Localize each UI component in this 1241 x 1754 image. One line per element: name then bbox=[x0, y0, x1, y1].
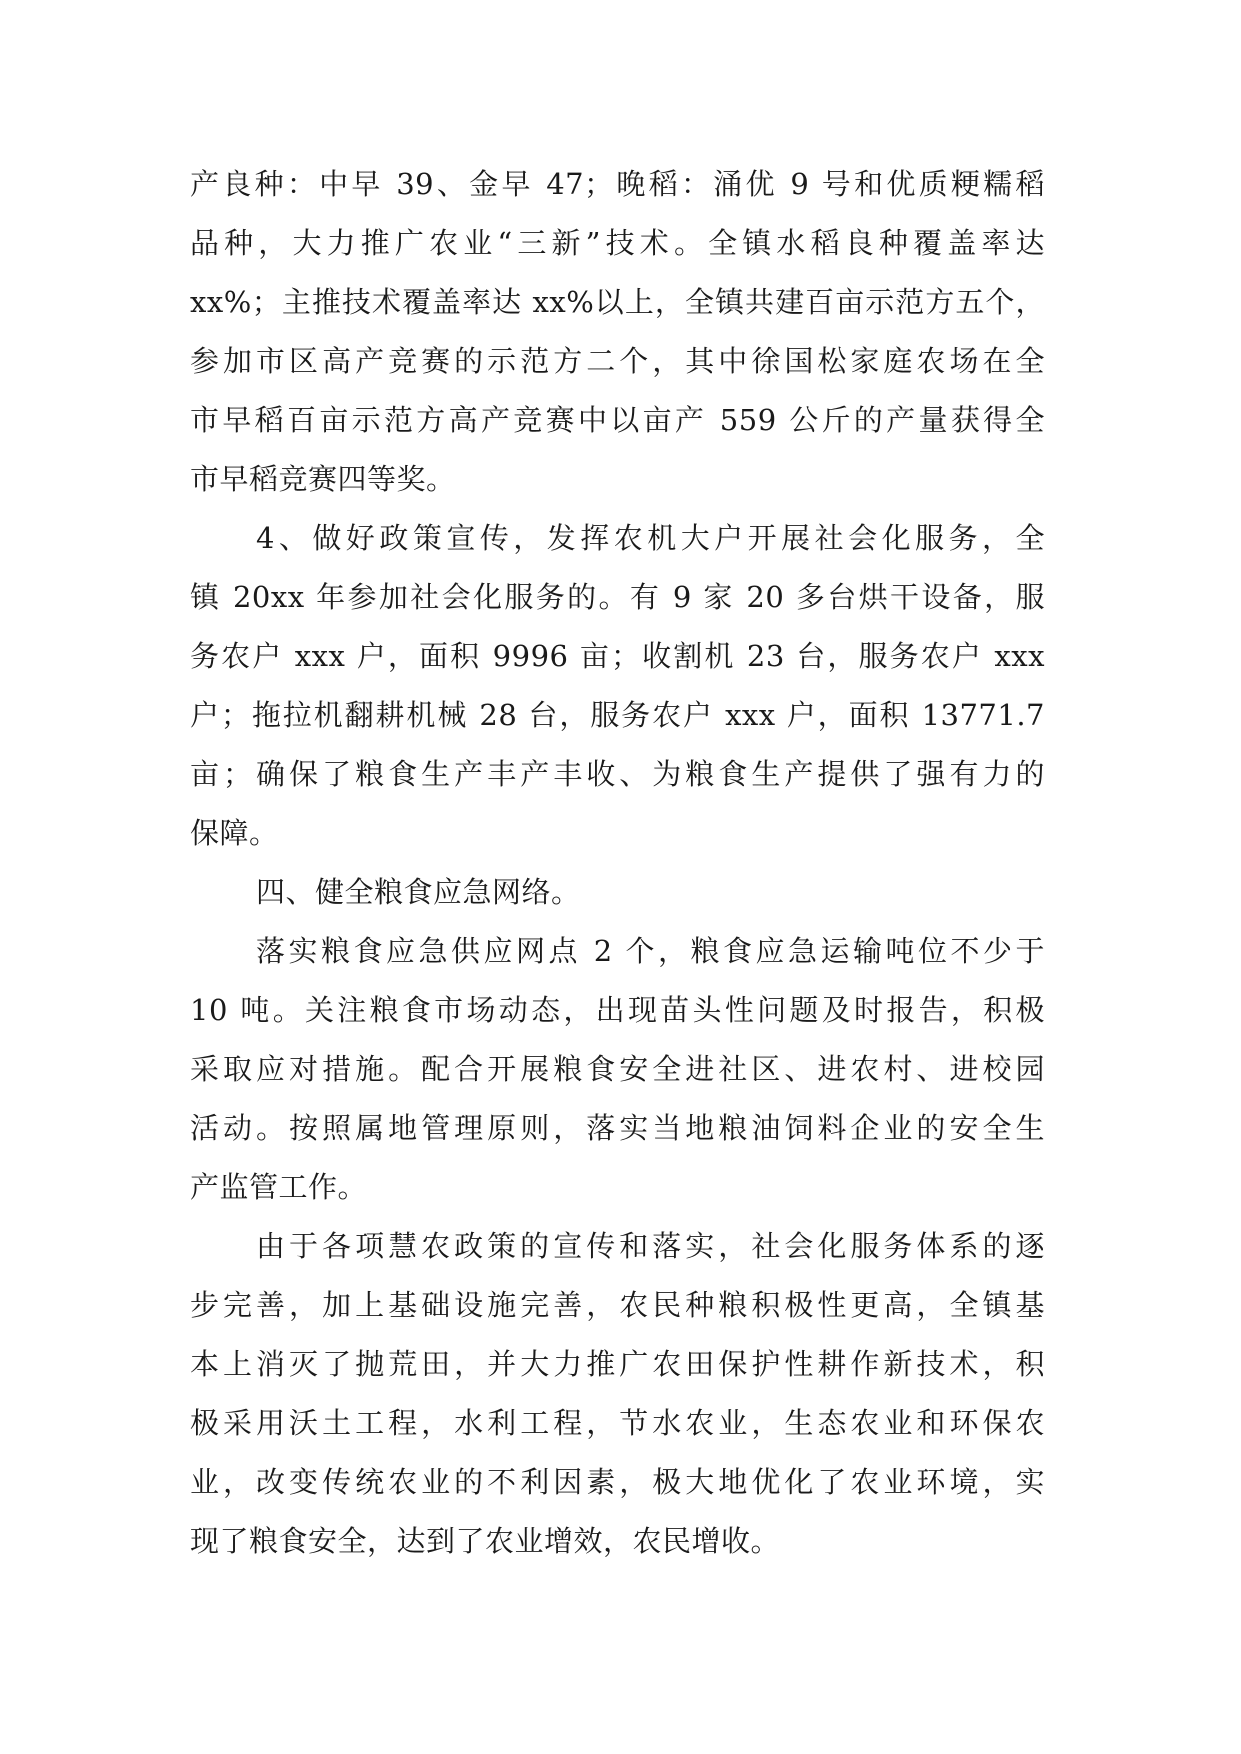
text-line: 活动。按照属地管理原则，落实当地粮油饲料企业的安全生 bbox=[190, 1111, 1045, 1145]
text-line: 市早稻百亩示范方高产竞赛中以亩产 559 公斤的产量获得全 bbox=[190, 403, 1045, 437]
text-line: 由于各项慧农政策的宣传和落实，社会化服务体系的逐 bbox=[256, 1229, 1045, 1263]
text-line: 市早稻竞赛四等奖。 bbox=[190, 462, 456, 496]
text-line: 品种，大力推广农业“三新”技术。全镇水稻良种覆盖率达 bbox=[190, 226, 1045, 260]
text-line: 亩；确保了粮食生产丰产丰收、为粮食生产提供了强有力的 bbox=[190, 757, 1045, 791]
text-line: 务农户 xxx 户，面积 9996 亩；收割机 23 台，服务农户 xxx bbox=[190, 639, 1045, 673]
paragraph-continuation bbox=[190, 155, 1045, 509]
text-line: 保障。 bbox=[190, 816, 279, 850]
text-line: xx%；主推技术覆盖率达 xx%以上，全镇共建百亩示范方五个， bbox=[190, 285, 1045, 319]
text-line: 采取应对措施。配合开展粮食安全进社区、进农村、进校园 bbox=[190, 1052, 1045, 1086]
section-heading bbox=[190, 863, 1045, 922]
text-line: 落实粮食应急供应网点 2 个，粮食应急运输吨位不少于 bbox=[256, 934, 1045, 968]
paragraph-item-4 bbox=[190, 509, 1045, 863]
text-line: 户；拖拉机翻耕机械 28 台，服务农户 xxx 户，面积 13771.7 bbox=[190, 698, 1045, 732]
text-line: 产良种：中早 39、金早 47；晚稻：涌优 9 号和优质粳糯稻 bbox=[190, 167, 1045, 201]
text-line: 本上消灭了抛荒田，并大力推广农田保护性耕作新技术，积 bbox=[190, 1347, 1045, 1381]
text-line: 4、做好政策宣传，发挥农机大户开展社会化服务，全 bbox=[256, 521, 1045, 555]
document-page bbox=[190, 155, 1045, 1571]
text-line: 镇 20xx 年参加社会化服务的。有 9 家 20 多台烘干设备，服 bbox=[190, 580, 1045, 614]
paragraph-emergency-network bbox=[190, 922, 1045, 1217]
paragraph-summary bbox=[190, 1217, 1045, 1571]
text-line: 步完善，加上基础设施完善，农民种粮积极性更高，全镇基 bbox=[190, 1288, 1045, 1322]
text-line: 参加市区高产竞赛的示范方二个，其中徐国松家庭农场在全 bbox=[190, 344, 1045, 378]
text-line: 10 吨。关注粮食市场动态，出现苗头性问题及时报告，积极 bbox=[190, 993, 1045, 1027]
section-heading-text: 四、健全粮食应急网络。 bbox=[256, 875, 581, 909]
text-line: 极采用沃土工程，水利工程，节水农业，生态农业和环保农 bbox=[190, 1406, 1045, 1440]
text-line: 业，改变传统农业的不利因素，极大地优化了农业环境，实 bbox=[190, 1465, 1045, 1499]
text-line: 现了粮食安全，达到了农业增效，农民增收。 bbox=[190, 1524, 781, 1558]
text-line: 产监管工作。 bbox=[190, 1170, 368, 1204]
